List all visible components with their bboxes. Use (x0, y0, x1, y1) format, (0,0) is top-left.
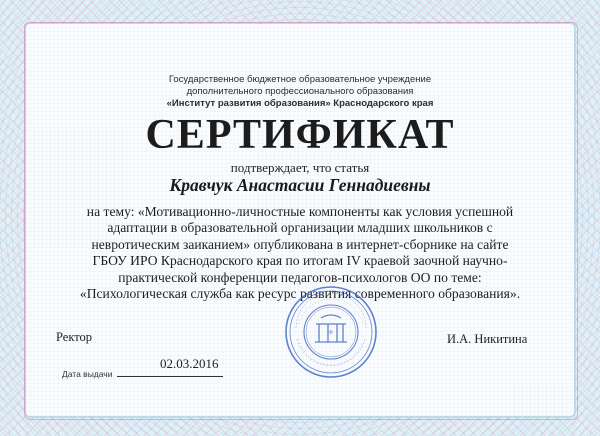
confirmation-text: подтверждает, что статья (230, 160, 370, 175)
body-line: адаптации в образовательной организации младших школьников с (107, 220, 493, 236)
body-line: «Психологическая служба как ресурс развития современного образования». (79, 286, 521, 302)
recipient-name: Кравчук Анастасии Геннадиевны (169, 175, 431, 195)
body-line: ГБОУ ИРО Краснодарского края по итогам IV краевой заочной научно- (92, 253, 508, 269)
issuer-line-2: дополнительного профессионального образования (186, 86, 414, 97)
certificate-body (58, 204, 542, 302)
signatory-name: И.А. Никитина (447, 332, 528, 346)
issue-date-value: 02.03.2016 (160, 356, 219, 371)
body-line: невротическим заиканием» опубликована в интернет-сборнике на сайте (91, 236, 509, 252)
body-line: практической конференции педагогов-психологов ОО по теме: (118, 269, 482, 285)
issuer-line-1: Государственное бюджетное образовательное учреждение (168, 74, 432, 85)
signatory-role: Ректор (56, 330, 93, 344)
issuer-org-name: «Институт развития образования» Краснодарского края (166, 98, 434, 109)
body-line: на тему: «Мотивационно-личностные компоненты как условия успешной (86, 204, 514, 219)
certificate-title: СЕРТИФИКАТ (145, 112, 455, 158)
issuer-header (100, 74, 500, 110)
issue-date-label: Дата выдачи (62, 369, 113, 379)
